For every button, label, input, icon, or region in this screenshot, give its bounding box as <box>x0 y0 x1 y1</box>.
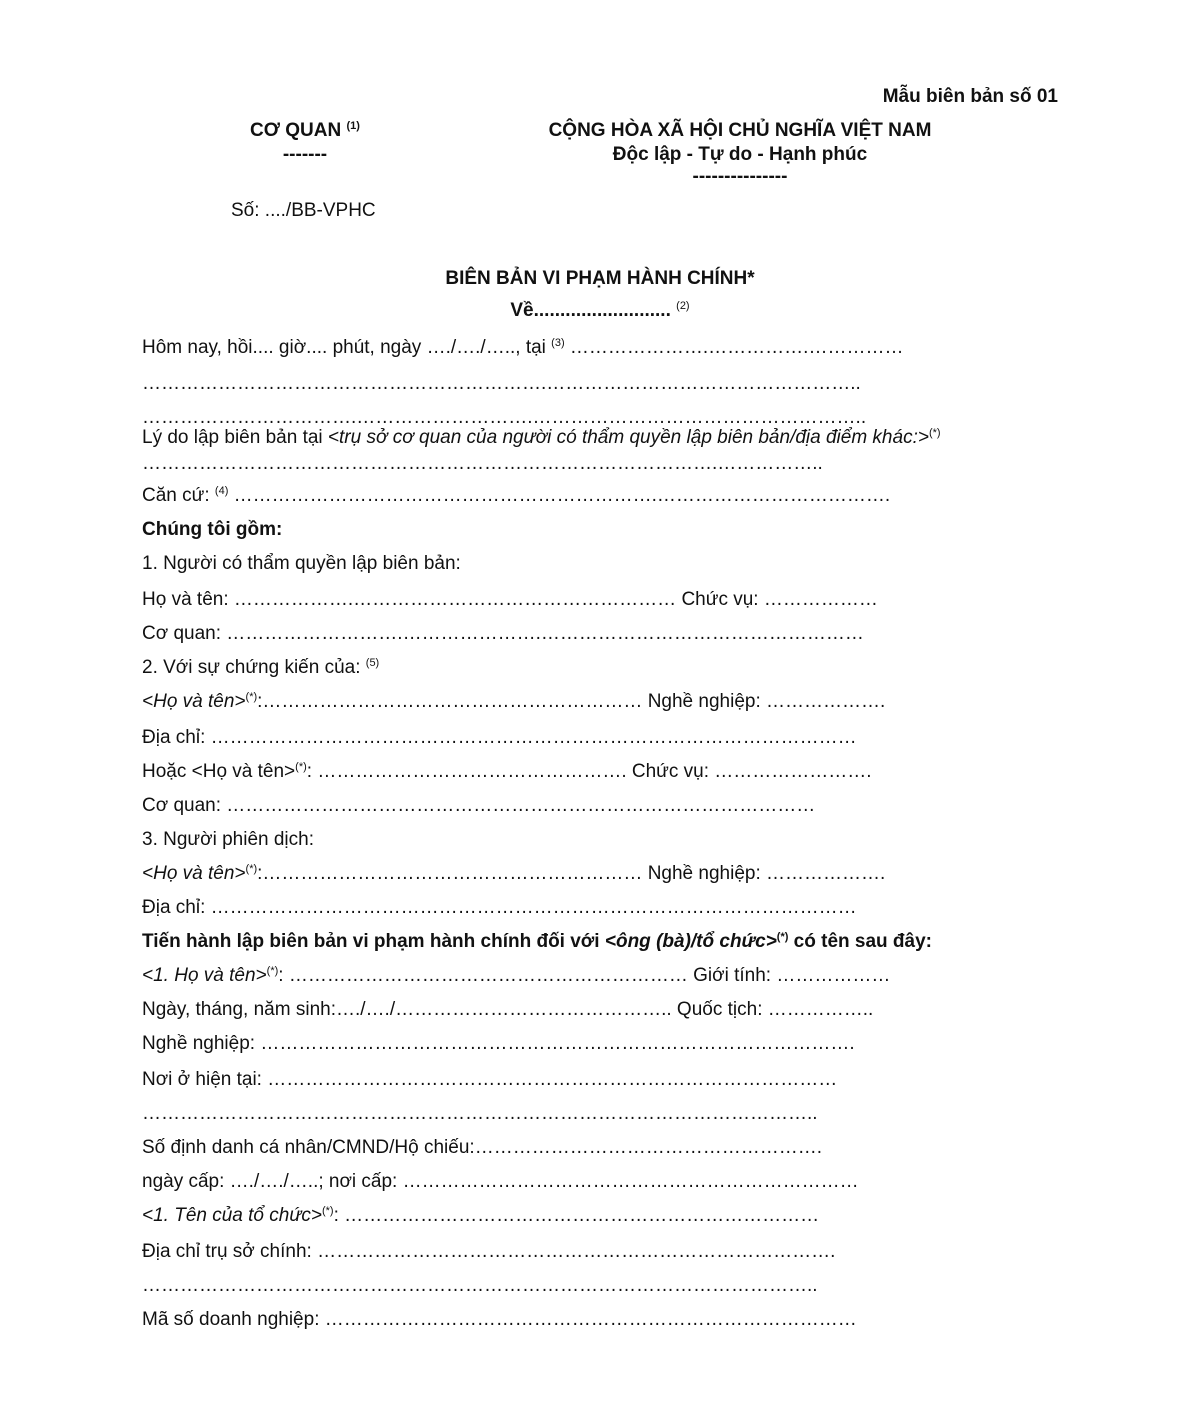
section-3-name <box>142 862 885 886</box>
section-2-address: Địa chỉ: ………………………………………………………………………………………… <box>142 727 857 748</box>
document-subject <box>0 300 1200 322</box>
today-dots: ………………….…………….…………… <box>569 337 904 358</box>
we-include: Chúng tôi gồm: <box>142 519 283 540</box>
subject-note: (2) <box>676 300 690 312</box>
line-dots-5: …………………………………………………………………………………………….. <box>142 1275 818 1296</box>
agency-note: (1) <box>346 120 360 132</box>
s2-or-position: Chức vụ: ……………………. <box>631 761 872 782</box>
s2-or-dots: : …………………………………………. <box>306 761 627 782</box>
section-3-address: Địa chỉ: ………………………………………………………………………………………… <box>142 897 857 918</box>
today-note: (3) <box>551 337 565 349</box>
line-basis <box>142 484 890 508</box>
document-title: BIÊN BẢN VI PHẠM HÀNH CHÍNH* <box>445 268 755 289</box>
subject-text: Về.......................... <box>510 300 671 321</box>
document-number: Số: ..../BB-VPHC <box>231 200 376 221</box>
person-name-dots: : ……………………………………………………… <box>278 965 688 986</box>
org-name-note: (*) <box>321 1205 334 1217</box>
agency-dash: ------- <box>282 144 328 165</box>
section-3-title: 3. Người phiên dịch: <box>142 829 314 850</box>
section-1-name <box>142 588 878 612</box>
proceed-italic: <ông (bà)/tổ chức> <box>604 931 777 952</box>
org-name-dots: : ………………………………………………………………… <box>333 1205 820 1226</box>
s3-name-dots: :…………………………………………………… <box>257 863 643 884</box>
section-1-title: 1. Người có thẩm quyền lập biên bản: <box>142 553 461 574</box>
form-number: Mẫu biên bản số 01 <box>882 86 1058 107</box>
motto: Độc lập - Tự do - Hạnh phúc <box>612 144 868 165</box>
person-residence: Nơi ở hiện tại: ……………………………………………………………………………… <box>142 1069 838 1090</box>
line-dots-2: …………………………….……………………….…………………………………………….. <box>142 407 867 428</box>
motto-dash: --------------- <box>692 166 788 187</box>
proceed-prefix: Tiến hành lập biên bản vi phạm hành chính đối với <box>142 931 600 952</box>
s3-name-label: <Họ và tên> <box>142 863 246 884</box>
line-dots-4: …………………………………………………………………………………………….. <box>142 1103 818 1124</box>
org-code: Mã số doanh nghiệp: ………………………………………………………………………… <box>142 1309 857 1330</box>
section-2-name <box>142 690 885 714</box>
line-reason <box>142 426 941 450</box>
person-name-label: <1. Họ và tên> <box>142 965 267 986</box>
s2-or-name-label: Hoặc <Họ và tên> <box>142 761 296 782</box>
s2-note: (5) <box>365 657 380 669</box>
s2-name-note: (*) <box>245 691 258 703</box>
reason-note: (*) <box>928 427 941 439</box>
person-job: Nghề nghiệp: …………………………………………………………………………………. <box>142 1033 855 1054</box>
reason-italic: <trụ sở cơ quan của người có thẩm quyền lập biên bản/địa điểm khác:> <box>327 427 929 448</box>
section-2-agency: Cơ quan: ………………………………………………………………………………… <box>142 795 816 816</box>
basis-note: (4) <box>214 485 229 497</box>
line-dots-1: ……………………………………………………….………………………………………….. <box>142 373 861 394</box>
section-1-agency: Cơ quan: ……………………….………………….…………………………………………… <box>142 623 864 644</box>
agency-label: CƠ QUAN <box>250 120 342 141</box>
s1-position: Chức vụ: ……………… <box>681 589 878 610</box>
person-name-note: (*) <box>266 965 279 977</box>
org-name <box>142 1204 819 1228</box>
s2-or-note: (*) <box>295 761 307 773</box>
s1-name: Họ và tên: ……………….…………………………………………… <box>142 589 677 610</box>
person-dob: Ngày, tháng, năm sinh:…./…./…………………………………….. Quốc tịch: …………….. <box>142 999 874 1020</box>
s3-name-note: (*) <box>245 863 258 875</box>
line-dots-3: ……………………………………………………………………………….…………….. <box>142 453 823 474</box>
agency-block <box>190 120 420 142</box>
today-text: Hôm nay, hồi.... giờ.... phút, ngày …./…./….., tại <box>142 337 546 358</box>
person-gender: Giới tính: ……………… <box>693 965 891 986</box>
basis-dots: ………………………………………………………….………………………………. <box>233 485 891 506</box>
basis-label: Căn cứ: <box>142 485 210 506</box>
proceed-note: (*) <box>776 931 789 943</box>
reason-prefix: Lý do lập biên bản tại <box>142 427 323 448</box>
line-today <box>142 336 903 360</box>
person-id: Số định danh cá nhân/CMND/Hộ chiếu:………………………………………………. <box>142 1137 822 1158</box>
proceed-suffix: có tên sau đây: <box>788 931 933 952</box>
s2-job: Nghề nghiệp: ………………. <box>647 691 886 712</box>
s3-job: Nghề nghiệp: ………………. <box>647 863 886 884</box>
proceed-line <box>142 930 932 954</box>
section-2-or-name <box>142 760 872 784</box>
s2-name-dots: :…………………………………………………… <box>257 691 643 712</box>
s2-title: 2. Với sự chứng kiến của: <box>142 657 361 678</box>
person-issue: ngày cấp: …./…./…..; nơi cấp: ……………………………………………………………… <box>142 1171 859 1192</box>
nation-title: CỘNG HÒA XÃ HỘI CHỦ NGHĨA VIỆT NAM <box>548 120 932 141</box>
person-name <box>142 964 890 988</box>
org-address: Địa chỉ trụ sở chính: ………………………………………………………………………. <box>142 1241 836 1262</box>
section-2-title <box>142 656 379 680</box>
org-name-label: <1. Tên của tổ chức> <box>142 1205 322 1226</box>
s2-name-label: <Họ và tên> <box>142 691 246 712</box>
